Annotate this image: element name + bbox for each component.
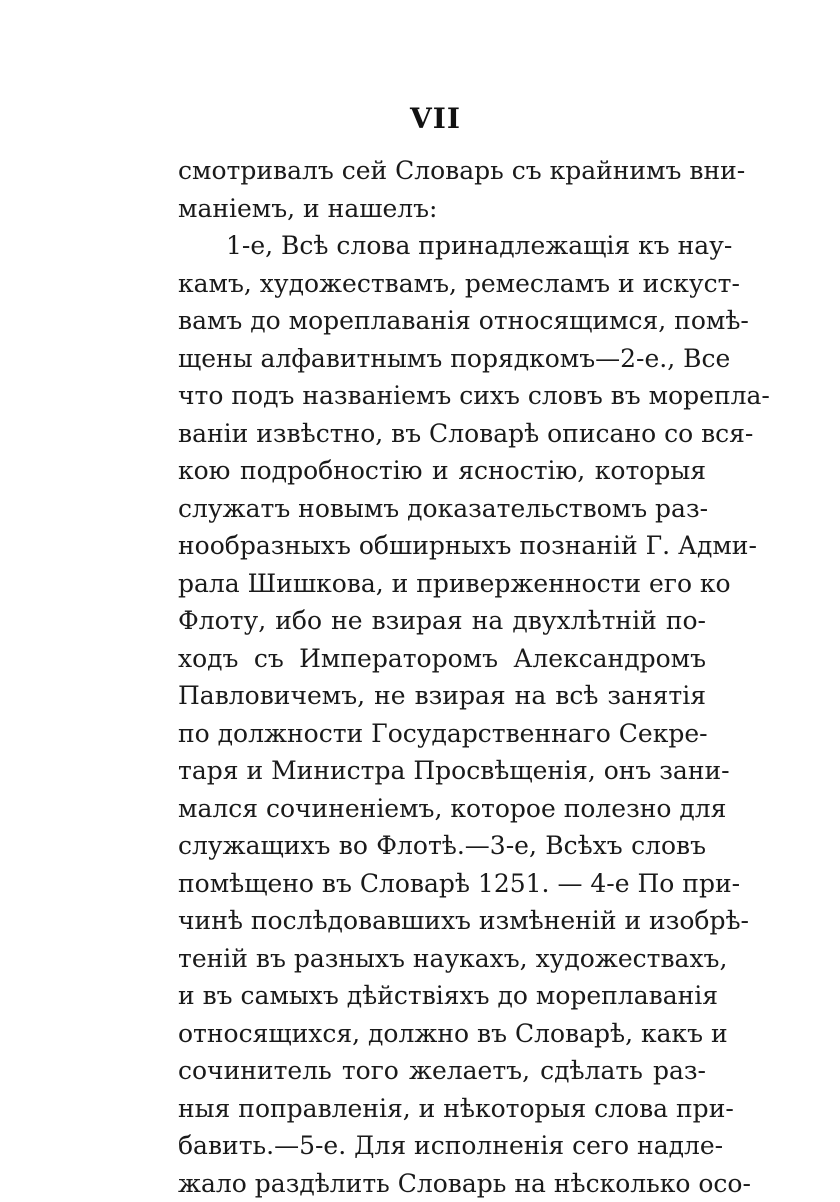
text-line: служатъ новымъ доказательствомъ раз- [178, 490, 706, 528]
text-line: вамъ до мореплаванія относящимся, помѣ- [178, 302, 706, 340]
text-line: таря и Министра Просвѣщенія, онъ зани- [178, 752, 706, 790]
text-line: по должности Государственнаго Секре- [178, 715, 706, 753]
text-line: жало раздѣлить Словарь на нѣсколько осо- [178, 1165, 706, 1202]
text-line: и въ самыхъ дѣйствіяхъ до мореплаванія [178, 977, 706, 1015]
text-line: мался сочиненіемъ, которое полезно для [178, 790, 706, 828]
text-line: ходъ съ Императоромъ Александромъ [178, 640, 706, 678]
text-line: смотривалъ сей Словарь съ крайнимъ вни- [178, 152, 706, 190]
text-line: Павловичемъ, не взирая на всѣ занятія [178, 677, 706, 715]
text-line: ваніи извѣстно, въ Словарѣ описано со вся- [178, 415, 706, 453]
text-line: ныя поправленія, и нѣкоторыя слова при- [178, 1090, 706, 1128]
text-line: нообразныхъ обширныхъ познаній Г. Адми- [178, 527, 706, 565]
text-line: Флоту, ибо не взирая на двухлѣтній по- [178, 602, 706, 640]
text-line: чинѣ послѣдовавшихъ измѣненій и изобрѣ- [178, 902, 706, 940]
text-line: рала Шишкова, и приверженности его ко [178, 565, 706, 603]
text-line: кою подробностію и ясностію, которыя [178, 452, 706, 490]
text-line: теній въ разныхъ наукахъ, художествахъ, [178, 940, 706, 978]
text-line: помѣщено въ Словарѣ 1251. — 4-е По при- [178, 865, 706, 903]
text-line: служащихъ во Флотѣ.—3-е, Всѣхъ словъ [178, 827, 706, 865]
text-line: камъ, художествамъ, ремесламъ и искуст- [178, 265, 706, 303]
text-line: бавить.—5-е. Для исполненія сего надле- [178, 1127, 706, 1165]
body-text [178, 152, 706, 1202]
text-line: сочинитель того желаетъ, сдѣлать раз- [178, 1052, 706, 1090]
text-line: маніемъ, и нашелъ: [178, 190, 706, 228]
text-line: щены алфавитнымъ порядкомъ—2-е., Все [178, 340, 706, 378]
text-line: что подъ названіемъ сихъ словъ въ морепла- [178, 377, 706, 415]
text-line: относящихся, должно въ Словарѣ, какъ и [178, 1015, 706, 1053]
text-line: 1-е, Всѣ слова принадлежащія къ нау- [178, 227, 706, 265]
page-number: VII [410, 102, 461, 135]
